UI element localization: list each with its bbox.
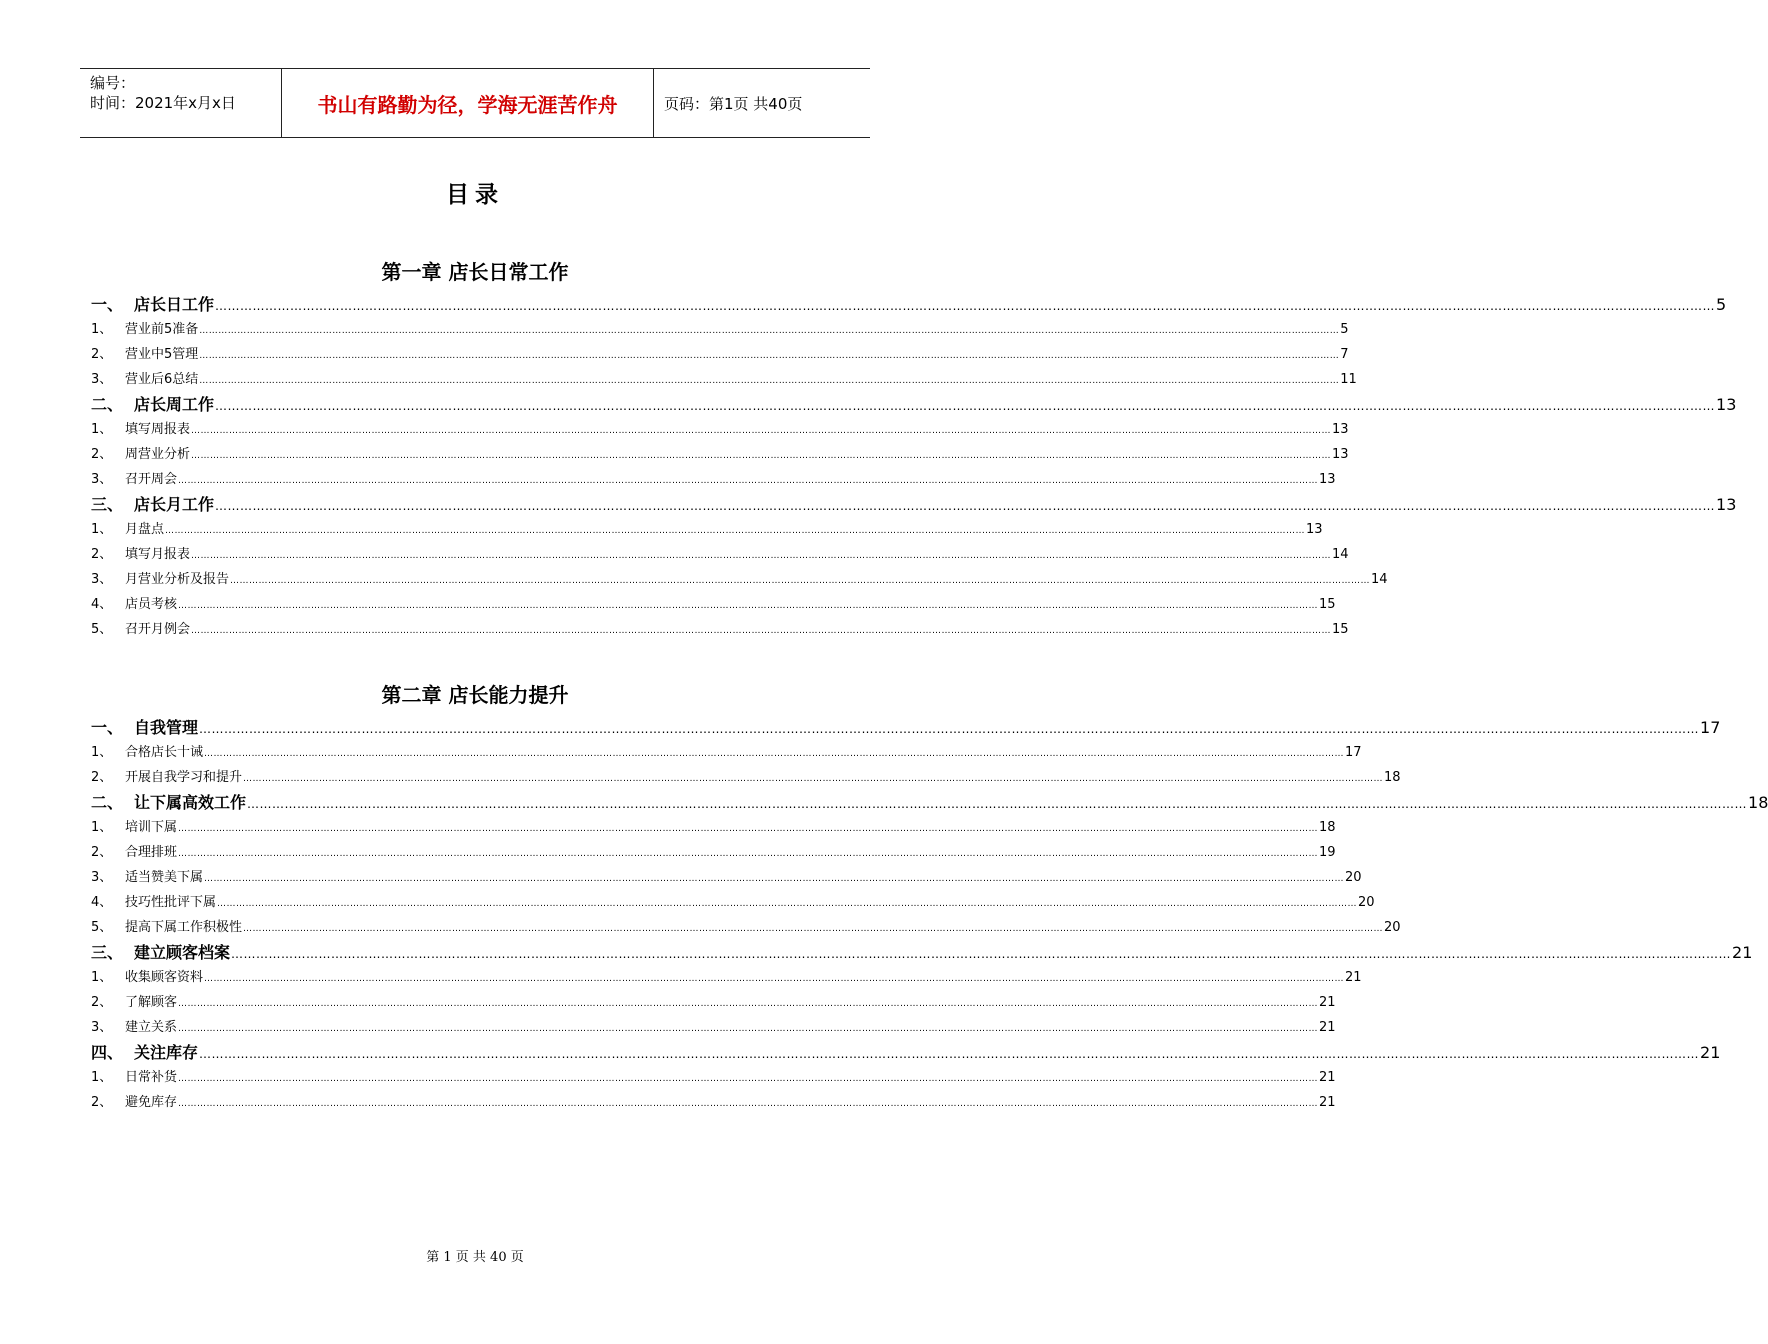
toc-leader-dots: ………………………………………………………………………………………………………………………………………………………………………………………………………………………………………………………………………………………………………………………………	[199, 722, 1700, 736]
toc-item-entry[interactable]	[91, 467, 1336, 492]
toc-entry-title: 收集顾客资料	[125, 970, 204, 985]
toc-entry-page: 15	[1332, 622, 1349, 637]
toc-entry-title: 了解顾客	[125, 995, 178, 1010]
toc-section-entry[interactable]	[91, 940, 1753, 965]
toc-leader-dots: ………………………………………………………………………………………………………………………………………………………………………………………………………………………………………………………………………………………………………………………………	[191, 626, 1332, 636]
toc-entry-number: 3、	[91, 372, 113, 387]
toc-entry-number: 三、	[91, 943, 124, 962]
toc-entry-title: 召开月例会	[125, 622, 191, 637]
toc-item-entry[interactable]	[91, 965, 1362, 990]
toc-entry-number: 2、	[91, 995, 113, 1010]
toc-item-entry[interactable]	[91, 417, 1349, 442]
toc-entry-page: 21	[1319, 1095, 1336, 1110]
toc-entry-page: 5	[1716, 295, 1727, 314]
toc-item-entry[interactable]	[91, 542, 1349, 567]
toc-item-entry[interactable]	[91, 367, 1357, 392]
toc-section-entry[interactable]	[91, 392, 1737, 417]
toc-entry-title: 让下属高效工作	[134, 793, 247, 812]
toc-entry-number: 2、	[91, 547, 113, 562]
toc-entry-title: 提高下属工作积极性	[125, 920, 243, 935]
number-label: 编号：	[90, 74, 136, 92]
toc-chapter-1	[91, 292, 1737, 642]
page-header	[80, 68, 870, 138]
toc-entry-title: 技巧性批评下属	[125, 895, 217, 910]
toc-item-entry[interactable]	[91, 617, 1349, 642]
toc-entry-title: 培训下属	[125, 820, 178, 835]
toc-section-entry[interactable]	[91, 1040, 1721, 1065]
toc-leader-dots: ………………………………………………………………………………………………………………………………………………………………………………………………………………………………………………………………………………………………………………………………	[178, 849, 1319, 859]
toc-item-entry[interactable]	[91, 1015, 1336, 1040]
toc-leader-dots: ………………………………………………………………………………………………………………………………………………………………………………………………………………………………………………………………………………………………………………………………	[178, 999, 1319, 1009]
toc-entry-title: 店长月工作	[134, 495, 215, 514]
toc-item-entry[interactable]	[91, 765, 1401, 790]
toc-leader-dots: ………………………………………………………………………………………………………………………………………………………………………………………………………………………………………………………………………………………………………………………………	[243, 924, 1384, 934]
toc-item-entry[interactable]	[91, 815, 1336, 840]
toc-entry-number: 二、	[91, 793, 124, 812]
toc-leader-dots: ………………………………………………………………………………………………………………………………………………………………………………………………………………………………………………………………………………………………………………………………	[178, 1074, 1319, 1084]
toc-entry-title: 营业前5准备	[125, 322, 199, 337]
toc-entry-title: 日常补货	[125, 1070, 178, 1085]
toc-entry-number: 1、	[91, 322, 113, 337]
toc-leader-dots: ………………………………………………………………………………………………………………………………………………………………………………………………………………………………………………………………………………………………………………………………	[191, 426, 1332, 436]
toc-leader-dots: ………………………………………………………………………………………………………………………………………………………………………………………………………………………………………………………………………………………………………………………………	[191, 551, 1332, 561]
toc-entry-page: 13	[1716, 395, 1737, 414]
toc-entry-title: 召开周会	[125, 472, 178, 487]
toc-leader-dots: ………………………………………………………………………………………………………………………………………………………………………………………………………………………………………………………………………………………………………………………………	[204, 749, 1345, 759]
toc-item-entry[interactable]	[91, 592, 1336, 617]
toc-entry-title: 填写月报表	[125, 547, 191, 562]
toc-entry-title: 店长周工作	[134, 395, 215, 414]
time-label: 时间：2021年x月x日	[90, 94, 236, 112]
toc-entry-title: 关注库存	[134, 1043, 199, 1062]
toc-entry-page: 7	[1340, 347, 1349, 362]
toc-entry-page: 14	[1371, 572, 1388, 587]
toc-leader-dots: ………………………………………………………………………………………………………………………………………………………………………………………………………………………………………………………………………………………………………………………………	[247, 797, 1748, 811]
toc-section-entry[interactable]	[91, 790, 1768, 815]
toc-entry-number: 3、	[91, 870, 113, 885]
toc-entry-page: 11	[1340, 372, 1357, 387]
toc-entry-page: 18	[1748, 793, 1768, 812]
toc-item-entry[interactable]	[91, 740, 1362, 765]
toc-entry-number: 2、	[91, 845, 113, 860]
toc-entry-number: 2、	[91, 1095, 113, 1110]
toc-entry-title: 月营业分析及报告	[125, 572, 230, 587]
toc-entry-number: 4、	[91, 895, 113, 910]
toc-entry-page: 21	[1319, 1070, 1336, 1085]
toc-section-entry[interactable]	[91, 715, 1721, 740]
toc-entry-number: 1、	[91, 422, 113, 437]
toc-entry-title: 合格店长十诫	[125, 745, 204, 760]
toc-entry-title: 营业中5管理	[125, 347, 199, 362]
toc-leader-dots: ………………………………………………………………………………………………………………………………………………………………………………………………………………………………………………………………………………………………………………………………	[204, 974, 1345, 984]
chapter-heading-1: 第一章 店长日常工作	[381, 260, 569, 284]
toc-leader-dots: ………………………………………………………………………………………………………………………………………………………………………………………………………………………………………………………………………………………………………………………………	[199, 351, 1340, 361]
toc-chapter-2	[91, 715, 1768, 1115]
toc-item-entry[interactable]	[91, 890, 1375, 915]
toc-entry-number: 1、	[91, 820, 113, 835]
toc-entry-page: 19	[1319, 845, 1336, 860]
toc-section-entry[interactable]	[91, 492, 1737, 517]
toc-entry-page: 20	[1345, 870, 1362, 885]
toc-entry-title: 合理排班	[125, 845, 178, 860]
toc-entry-number: 3、	[91, 472, 113, 487]
toc-item-entry[interactable]	[91, 865, 1362, 890]
toc-entry-title: 开展自我学习和提升	[125, 770, 243, 785]
toc-entry-page: 21	[1345, 970, 1362, 985]
toc-entry-title: 建立顾客档案	[134, 943, 231, 962]
toc-item-entry[interactable]	[91, 567, 1388, 592]
toc-entry-title: 月盘点	[125, 522, 165, 537]
toc-item-entry[interactable]	[91, 1090, 1336, 1115]
toc-leader-dots: ………………………………………………………………………………………………………………………………………………………………………………………………………………………………………………………………………………………………………………………………	[178, 1099, 1319, 1109]
toc-entry-number: 一、	[91, 295, 124, 314]
toc-entry-title: 自我管理	[134, 718, 199, 737]
toc-leader-dots: ………………………………………………………………………………………………………………………………………………………………………………………………………………………………………………………………………………………………………………………………	[165, 526, 1306, 536]
header-page-info: 页码：第1页 共40页	[664, 94, 803, 113]
toc-entry-title: 建立关系	[125, 1020, 178, 1035]
toc-item-entry[interactable]	[91, 317, 1349, 342]
toc-entry-page: 21	[1319, 1020, 1336, 1035]
toc-entry-page: 13	[1332, 422, 1349, 437]
toc-entry-title: 周营业分析	[125, 447, 191, 462]
toc-entry-number: 1、	[91, 1070, 113, 1085]
toc-entry-page: 15	[1319, 597, 1336, 612]
toc-item-entry[interactable]	[91, 915, 1401, 940]
toc-entry-page: 13	[1319, 472, 1336, 487]
toc-item-entry[interactable]	[91, 1065, 1336, 1090]
toc-entry-page: 18	[1384, 770, 1401, 785]
toc-entry-number: 四、	[91, 1043, 124, 1062]
toc-entry-title: 适当赞美下属	[125, 870, 204, 885]
toc-item-entry[interactable]	[91, 442, 1349, 467]
toc-leader-dots: ………………………………………………………………………………………………………………………………………………………………………………………………………………………………………………………………………………………………………………………………	[178, 601, 1319, 611]
toc-entry-number: 2、	[91, 770, 113, 785]
toc-entry-page: 20	[1384, 920, 1401, 935]
chapter-heading-2: 第二章 店长能力提升	[381, 683, 569, 707]
toc-entry-page: 5	[1340, 322, 1349, 337]
toc-leader-dots: ………………………………………………………………………………………………………………………………………………………………………………………………………………………………………………………………………………………………………………………………	[215, 499, 1716, 513]
toc-entry-title: 填写周报表	[125, 422, 191, 437]
toc-leader-dots: ………………………………………………………………………………………………………………………………………………………………………………………………………………………………………………………………………………………………………………………………	[199, 326, 1340, 336]
toc-entry-page: 13	[1332, 447, 1349, 462]
toc-entry-number: 3、	[91, 572, 113, 587]
toc-item-entry[interactable]	[91, 840, 1336, 865]
toc-item-entry[interactable]	[91, 990, 1336, 1015]
toc-entry-page: 21	[1732, 943, 1753, 962]
toc-entry-title: 店员考核	[125, 597, 178, 612]
toc-entry-number: 5、	[91, 920, 113, 935]
toc-entry-title: 营业后6总结	[125, 372, 199, 387]
toc-entry-number: 2、	[91, 447, 113, 462]
toc-leader-dots: ………………………………………………………………………………………………………………………………………………………………………………………………………………………………………………………………………………………………………………………………	[191, 451, 1332, 461]
toc-leader-dots: ………………………………………………………………………………………………………………………………………………………………………………………………………………………………………………………………………………………………………………………………	[204, 874, 1345, 884]
toc-entry-page: 17	[1700, 718, 1721, 737]
toc-entry-number: 三、	[91, 495, 124, 514]
toc-entry-number: 4、	[91, 597, 113, 612]
toc-entry-number: 一、	[91, 718, 124, 737]
toc-leader-dots: ………………………………………………………………………………………………………………………………………………………………………………………………………………………………………………………………………………………………………………………………	[178, 1024, 1319, 1034]
toc-leader-dots: ………………………………………………………………………………………………………………………………………………………………………………………………………………………………………………………………………………………………………………………………	[217, 899, 1358, 909]
toc-leader-dots: ………………………………………………………………………………………………………………………………………………………………………………………………………………………………………………………………………………………………………………………………	[199, 1047, 1700, 1061]
toc-entry-title: 店长日工作	[134, 295, 215, 314]
page-footer: 第 1 页 共 40 页	[426, 1250, 524, 1265]
toc-leader-dots: ………………………………………………………………………………………………………………………………………………………………………………………………………………………………………………………………………………………………………………………………	[243, 774, 1384, 784]
toc-entry-page: 21	[1700, 1043, 1721, 1062]
toc-entry-number: 5、	[91, 622, 113, 637]
toc-entry-title: 避免库存	[125, 1095, 178, 1110]
toc-entry-number: 2、	[91, 347, 113, 362]
toc-leader-dots: ………………………………………………………………………………………………………………………………………………………………………………………………………………………………………………………………………………………………………………………………	[231, 947, 1732, 961]
toc-entry-number: 1、	[91, 522, 113, 537]
toc-entry-page: 21	[1319, 995, 1336, 1010]
toc-entry-page: 14	[1332, 547, 1349, 562]
toc-entry-page: 13	[1716, 495, 1737, 514]
toc-entry-number: 1、	[91, 745, 113, 760]
page-title: 目录	[446, 182, 504, 208]
toc-entry-number: 二、	[91, 395, 124, 414]
toc-leader-dots: ………………………………………………………………………………………………………………………………………………………………………………………………………………………………………………………………………………………………………………………………	[215, 299, 1716, 313]
toc-item-entry[interactable]	[91, 517, 1323, 542]
toc-leader-dots: ………………………………………………………………………………………………………………………………………………………………………………………………………………………………………………………………………………………………………………………………	[199, 376, 1340, 386]
toc-leader-dots: ………………………………………………………………………………………………………………………………………………………………………………………………………………………………………………………………………………………………………………………………	[215, 399, 1716, 413]
toc-entry-number: 1、	[91, 970, 113, 985]
toc-entry-page: 20	[1358, 895, 1375, 910]
toc-section-entry[interactable]	[91, 292, 1727, 317]
toc-leader-dots: ………………………………………………………………………………………………………………………………………………………………………………………………………………………………………………………………………………………………………………………………	[178, 476, 1319, 486]
header-meta	[80, 69, 281, 137]
toc-item-entry[interactable]	[91, 342, 1349, 367]
toc-leader-dots: ………………………………………………………………………………………………………………………………………………………………………………………………………………………………………………………………………………………………………………………………	[178, 824, 1319, 834]
header-motto: 书山有路勤为径，学海无涯苦作舟	[281, 69, 654, 137]
toc-entry-page: 13	[1306, 522, 1323, 537]
toc-entry-number: 3、	[91, 1020, 113, 1035]
toc-entry-page: 17	[1345, 745, 1362, 760]
toc-entry-page: 18	[1319, 820, 1336, 835]
toc-leader-dots: ………………………………………………………………………………………………………………………………………………………………………………………………………………………………………………………………………………………………………………………………	[230, 576, 1371, 586]
